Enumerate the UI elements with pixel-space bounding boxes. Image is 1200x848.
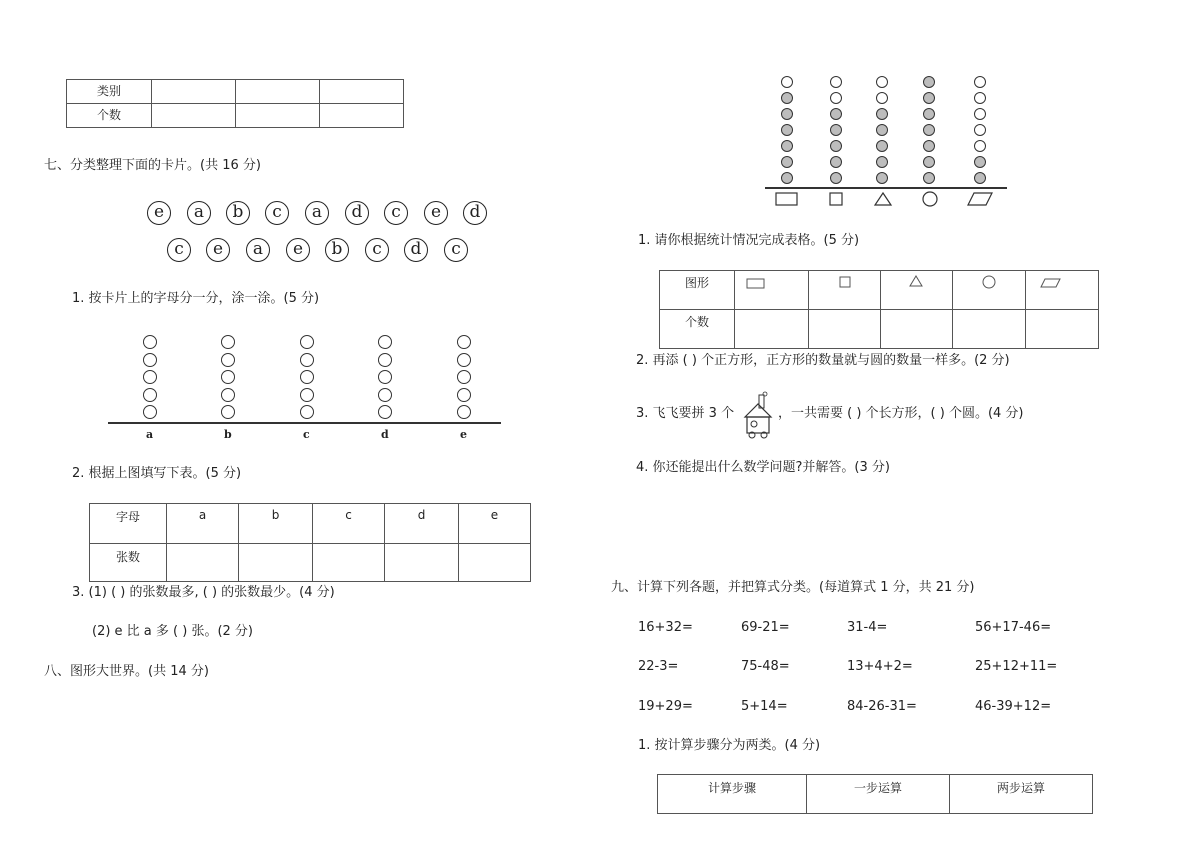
table-cell[interactable] bbox=[236, 104, 320, 128]
shape-bead bbox=[876, 92, 888, 104]
shape-bead bbox=[876, 156, 888, 168]
sec9-question-1: 1. 按计算步骤分为两类。(4 分) bbox=[638, 738, 821, 753]
calculation-item: 75-48= bbox=[741, 659, 790, 674]
shape-bead bbox=[974, 76, 986, 88]
bead-circle[interactable] bbox=[378, 353, 392, 367]
section-9-heading: 九、计算下列各题，并把算式分类。(每道算式 1 分，共 21 分) bbox=[611, 580, 975, 595]
table-header-a: a bbox=[167, 504, 239, 544]
shape-bead bbox=[974, 172, 986, 184]
bead-circle[interactable] bbox=[457, 370, 471, 384]
bead-circle[interactable] bbox=[378, 388, 392, 402]
shape-bead bbox=[781, 124, 793, 136]
sec8-question-1: 1. 请你根据统计情况完成表格。(5 分) bbox=[638, 233, 860, 248]
table-cell[interactable] bbox=[459, 544, 531, 582]
letter-card: b bbox=[226, 201, 250, 225]
calculation-item: 25+12+11= bbox=[975, 659, 1058, 674]
shape-bead bbox=[830, 92, 842, 104]
table-header-e: e bbox=[459, 504, 531, 544]
bead-circle[interactable] bbox=[143, 405, 157, 419]
bead-circle[interactable] bbox=[378, 370, 392, 384]
parallelogram-icon bbox=[968, 193, 992, 205]
bead-circle[interactable] bbox=[457, 353, 471, 367]
bead-circle[interactable] bbox=[143, 353, 157, 367]
shape-bead bbox=[974, 108, 986, 120]
shape-bead bbox=[830, 172, 842, 184]
letter-card: c bbox=[365, 238, 389, 262]
shape-bead bbox=[830, 140, 842, 152]
bead-circle[interactable] bbox=[300, 335, 314, 349]
table-cell[interactable] bbox=[152, 80, 236, 104]
square-icon bbox=[840, 277, 850, 287]
table-cell[interactable] bbox=[735, 310, 809, 349]
bead-circle[interactable] bbox=[143, 335, 157, 349]
shape-bead bbox=[923, 76, 935, 88]
shape-bead bbox=[781, 92, 793, 104]
shape-bead bbox=[830, 76, 842, 88]
shape-bead bbox=[781, 108, 793, 120]
letter-card: d bbox=[345, 201, 369, 225]
table-cell-circle bbox=[953, 271, 1026, 310]
bar-letter-label: a bbox=[146, 428, 154, 441]
shape-bead bbox=[830, 124, 842, 136]
calculation-item: 84-26-31= bbox=[847, 699, 917, 714]
bead-circle[interactable] bbox=[300, 370, 314, 384]
shape-icons bbox=[760, 190, 1010, 210]
bead-circle[interactable] bbox=[300, 405, 314, 419]
letter-card: b bbox=[325, 238, 349, 262]
table-cell-square bbox=[809, 271, 881, 310]
sec7-question-3-2: (2) e 比 a 多 ( ) 张。(2 分) bbox=[92, 624, 253, 639]
calculation-item: 19+29= bbox=[638, 699, 693, 714]
table-header-steps: 计算步骤 bbox=[658, 775, 807, 814]
calculation-item: 22-3= bbox=[638, 659, 679, 674]
shape-bead bbox=[781, 172, 793, 184]
shape-bead bbox=[876, 108, 888, 120]
table-header-two-step: 两步运算 bbox=[950, 775, 1093, 814]
bead-circle[interactable] bbox=[143, 370, 157, 384]
shape-bead bbox=[781, 140, 793, 152]
calculation-item: 13+4+2= bbox=[847, 659, 913, 674]
table-header-shape-count: 个数 bbox=[660, 310, 735, 349]
table-cell[interactable] bbox=[385, 544, 459, 582]
bead-circle[interactable] bbox=[300, 353, 314, 367]
table-header-c: c bbox=[313, 504, 385, 544]
sec8-question-2: 2. 再添 ( ) 个正方形，正方形的数量就与圆的数量一样多。(2 分) bbox=[636, 353, 1010, 368]
letter-card: c bbox=[265, 201, 289, 225]
shape-bead bbox=[923, 156, 935, 168]
table-header-b: b bbox=[239, 504, 313, 544]
bead-circle[interactable] bbox=[143, 388, 157, 402]
sec8-question-4: 4. 你还能提出什么数学问题?并解答。(3 分) bbox=[636, 460, 890, 475]
calculation-item: 46-39+12= bbox=[975, 699, 1052, 714]
category-count-table bbox=[66, 79, 404, 128]
shape-bead bbox=[974, 124, 986, 136]
letter-card: a bbox=[187, 201, 211, 225]
bead-circle[interactable] bbox=[457, 335, 471, 349]
bead-circle[interactable] bbox=[221, 405, 235, 419]
section-8-heading: 八、图形大世界。(共 14 分) bbox=[44, 664, 209, 679]
table-cell[interactable] bbox=[320, 80, 404, 104]
table-header-count: 个数 bbox=[67, 104, 152, 128]
table-cell[interactable] bbox=[881, 310, 953, 349]
letter-card: c bbox=[444, 238, 468, 262]
bead-circle[interactable] bbox=[300, 388, 314, 402]
shape-bead bbox=[876, 76, 888, 88]
square-icon bbox=[830, 193, 842, 205]
table-cell[interactable] bbox=[953, 310, 1026, 349]
bar-letter-label: b bbox=[224, 428, 232, 441]
letter-card: e bbox=[147, 201, 171, 225]
letter-count-table bbox=[89, 503, 531, 582]
letter-card: d bbox=[404, 238, 428, 262]
shape-bead bbox=[923, 172, 935, 184]
triangle-icon bbox=[910, 276, 922, 286]
calculation-item: 5+14= bbox=[741, 699, 788, 714]
baseline bbox=[108, 422, 501, 424]
table-header-one-step: 一步运算 bbox=[807, 775, 950, 814]
shape-bead bbox=[781, 156, 793, 168]
shape-bead bbox=[974, 140, 986, 152]
table-cell[interactable] bbox=[152, 104, 236, 128]
table-header-category: 类别 bbox=[67, 80, 152, 104]
sec7-question-1: 1. 按卡片上的字母分一分，涂一涂。(5 分) bbox=[72, 291, 320, 306]
bead-circle[interactable] bbox=[378, 405, 392, 419]
shape-bead bbox=[923, 108, 935, 120]
bead-circle[interactable] bbox=[378, 335, 392, 349]
letter-card: a bbox=[305, 201, 329, 225]
shape-bead bbox=[876, 124, 888, 136]
table-cell-rectangle bbox=[735, 271, 809, 310]
letter-card: e bbox=[286, 238, 310, 262]
triangle-icon bbox=[875, 193, 891, 205]
letter-card: e bbox=[424, 201, 448, 225]
bead-circle[interactable] bbox=[221, 388, 235, 402]
table-cell[interactable] bbox=[809, 310, 881, 349]
baseline bbox=[765, 187, 1007, 189]
table-cell[interactable] bbox=[313, 544, 385, 582]
table-cell-triangle bbox=[881, 271, 953, 310]
circle-icon bbox=[983, 276, 995, 288]
sec8-question-3-part-b: ，一共需要 ( ) 个长方形，( ) 个圆。(4 分) bbox=[778, 406, 1024, 421]
shape-bead bbox=[923, 124, 935, 136]
parallelogram-icon bbox=[1041, 279, 1060, 287]
rectangle-icon bbox=[747, 279, 764, 288]
table-header-d: d bbox=[385, 504, 459, 544]
step-classification-table bbox=[657, 774, 1093, 814]
table-header-letter: 字母 bbox=[90, 504, 167, 544]
table-cell[interactable] bbox=[1026, 310, 1099, 349]
house-icon bbox=[741, 391, 775, 439]
letter-card: d bbox=[463, 201, 487, 225]
table-header-shape: 图形 bbox=[660, 271, 735, 310]
shape-bead bbox=[974, 92, 986, 104]
shape-bead bbox=[974, 156, 986, 168]
section-7-heading: 七、分类整理下面的卡片。(共 16 分) bbox=[44, 158, 261, 173]
bead-circle[interactable] bbox=[457, 388, 471, 402]
shape-bead bbox=[876, 140, 888, 152]
bar-letter-label: d bbox=[381, 428, 389, 441]
circle-icon bbox=[923, 192, 937, 206]
letter-card: e bbox=[206, 238, 230, 262]
shape-bead bbox=[876, 172, 888, 184]
table-cell[interactable] bbox=[167, 544, 239, 582]
calculation-item: 16+32= bbox=[638, 620, 693, 635]
bead-circle[interactable] bbox=[221, 370, 235, 384]
bead-circle[interactable] bbox=[221, 335, 235, 349]
sec7-question-3-1: 3. (1) ( ) 的张数最多, ( ) 的张数最少。(4 分) bbox=[72, 585, 335, 600]
calculation-item: 69-21= bbox=[741, 620, 790, 635]
table-cell-parallelogram bbox=[1026, 271, 1099, 310]
shape-bead bbox=[830, 108, 842, 120]
shape-bead bbox=[923, 140, 935, 152]
sec7-question-2: 2. 根据上图填写下表。(5 分) bbox=[72, 466, 242, 481]
bead-circle[interactable] bbox=[221, 353, 235, 367]
bead-circle[interactable] bbox=[457, 405, 471, 419]
table-header-cards: 张数 bbox=[90, 544, 167, 582]
bar-letter-label: c bbox=[303, 428, 310, 441]
rectangle-icon bbox=[776, 193, 797, 205]
table-cell[interactable] bbox=[236, 80, 320, 104]
letter-card: c bbox=[384, 201, 408, 225]
shape-bead bbox=[830, 156, 842, 168]
letter-card: a bbox=[246, 238, 270, 262]
letter-card: c bbox=[167, 238, 191, 262]
calculation-item: 31-4= bbox=[847, 620, 888, 635]
shape-count-table bbox=[659, 270, 1099, 349]
shape-bead bbox=[923, 92, 935, 104]
calculation-item: 56+17-46= bbox=[975, 620, 1052, 635]
table-cell[interactable] bbox=[320, 104, 404, 128]
sec8-question-3-part-a: 3. 飞飞要拼 3 个 bbox=[636, 406, 735, 421]
table-cell[interactable] bbox=[239, 544, 313, 582]
bar-letter-label: e bbox=[460, 428, 467, 441]
shape-bead bbox=[781, 76, 793, 88]
